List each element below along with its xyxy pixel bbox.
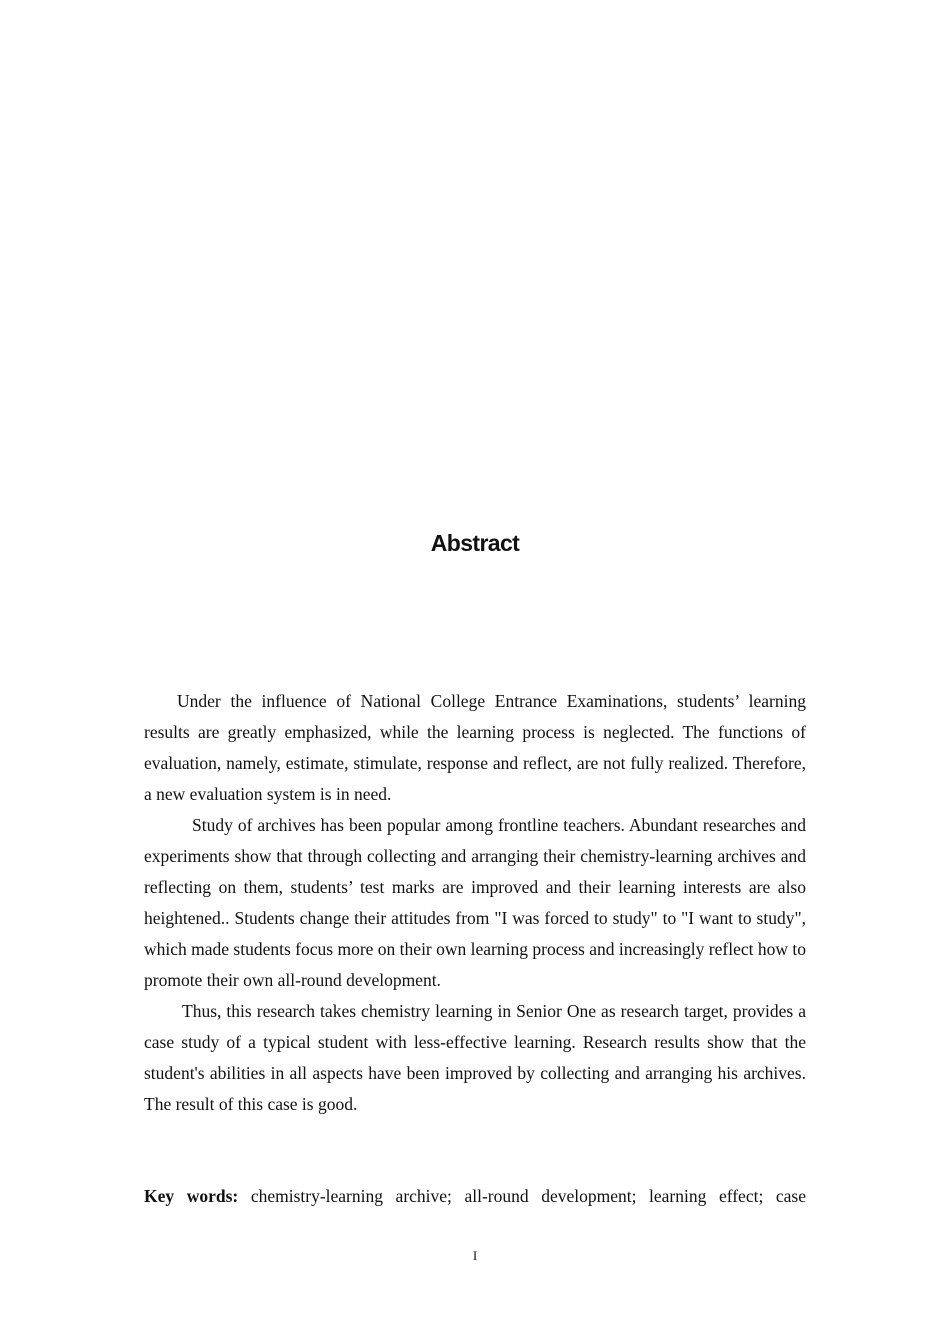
keywords-label: Key words: bbox=[144, 1186, 239, 1206]
abstract-paragraph-3: Thus, this research takes chemistry learning in Senior One as research target, provides a case study of a typical student with less-effective learning. Research results show that the student's abilities in all aspects have been improved by collecting and arranging his archives. The result of this case is good. bbox=[144, 1001, 806, 1114]
keywords-text: chemistry-learning archive; all-round development; learning effect; case bbox=[250, 1186, 806, 1206]
page-title: Abstract bbox=[430, 530, 520, 556]
page-number: I bbox=[472, 1248, 478, 1263]
keywords-line bbox=[144, 1181, 806, 1212]
abstract-body bbox=[144, 686, 806, 1120]
abstract-paragraph-2: Study of archives has been popular among frontline teachers. Abundant researches and experiments show that through collecting and arranging their chemistry-learning archives and reflecting on them, students’ test marks are improved and their learning interests are also heightened.. Students change their attitudes from "I was forced to study" to "I want to study", which made students focus more on their own learning process and increasingly reflect how to promote their own all-round development. bbox=[144, 815, 806, 990]
abstract-paragraph-1: Under the influence of National College Entrance Examinations, students’ learning results are greatly emphasized, while the learning process is neglected. The functions of evaluation, namely, estimate, stimulate, response and reflect, are not fully realized. Therefore, a new evaluation system is in need. bbox=[144, 691, 806, 804]
